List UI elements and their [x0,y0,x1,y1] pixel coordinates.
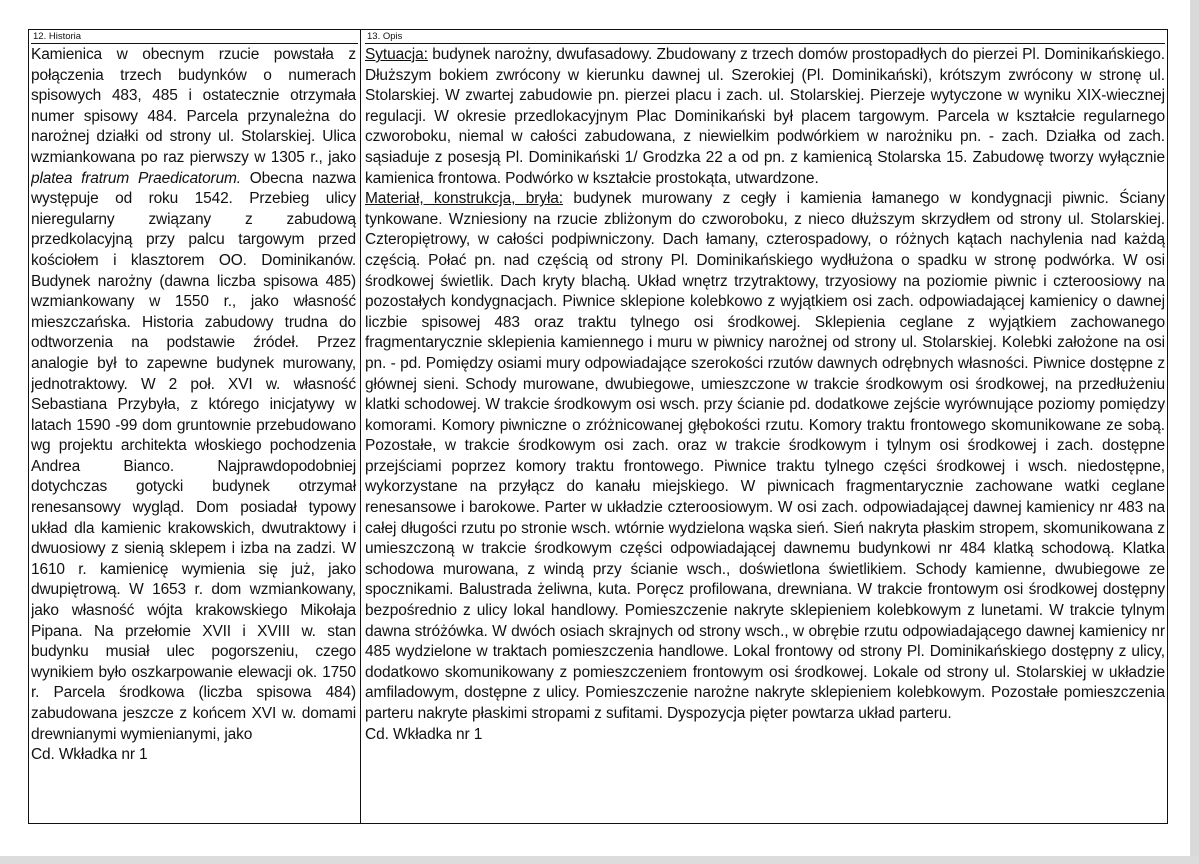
situation-paragraph [365,45,1165,189]
scan-edge-bottom [0,856,1199,864]
situation-text: budynek narożny, dwufasadowy. Zbudowany z trzech domów prostopadłych do pierzei Pl. Dominikańskiego. Dłuższym bokiem zwrócony w kierunku dawnej ul. Szerokiej (Pl. Dominikański), krótszym zwrócony w stronę ul. Stolarskiej. W zwartej zabudowie pn. pierzei placu i zach. ul. Stolarskiej. Pierzeje wytyczone w wyniku XIX-wiecznej regulacji. W okresie przedlokacyjnym Plac Dominikański był placem targowym. Parcela w kształcie regularnego czworoboku, niemal w całości zabudowana, z niewielkim podwórkiem w narożniku pn. - zach. Działka od zach. sąsiaduje z posesją Pl. Dominikański 1/ Grodzka 22 a od pn. z kamienicą Stolarska 15. Zabudowę tworzy wyłącznie kamienica frontowa. Podwórko w kształcie prostokąta, utwardzone. [365,46,1165,187]
history-continuation-note: Cd. Wkładka nr 1 [31,746,148,764]
description-continuation-note: Cd. Wkładka nr 1 [365,725,483,743]
material-text: budynek murowany z cegły i kamienia łamanego w kondygnacji piwnic. Ściany tynkowane. Wzniesiony na rzucie zbliżonym do czworoboku, z nieco dłuższym skrzydłem od strony ul. Stolarskiej. Czteropiętrowy, w całości podpiwniczony. Dach łamany, czterospadowy, o różnych kątach nachylenia nad każdą częścią. Połać pn. nad częścią od strony Pl. Dominikańskiego wydłużona o spadku w stronę podwórka. W osi środkowej świetlik. Dach kryty blachą. Układ wnętrz trzytraktowy, trzyosiowy na poziomie piwnic i czteroosiowy na pozostałych kondygnacjach. Piwnice sklepione kolebkowo z wyjątkiem osi zach. odpowiadającej kamienicy o dawnej liczbie spisowej 483 oraz traktu tylnego osi środkowej. Sklepienia ceglane z wyjątkiem zachowanego fragmentarycznie sklepienia kamiennego i muru w piwnicy narożnej od strony ul. Stolarskiej. Kolebki założone na osi pn. - pd. Pomiędzy osiami mury odpowiadające szerokości rzutów dawnych odrębnych własności. Piwnice dostępne z głównej sieni. Schody murowane, dwubiegowe, umieszczone w trakcie środkowym osi środkowej, na przedłużeniu klatki schodowej. W trakcie środkowym osi wsch. przy ścianie pd. dodatkowe zejście wyrównujące poziomy pomiędzy komorami. Komory piwniczne o zróżnicowanej głębokości rzutu. Komory traktu frontowego skomunikowane ze sobą. Pozostałe, w trakcie środkowym osi zach. oraz w trakcie środkowym i tylnym osi środkowej i zach. dostępne przejściami poprzez komory traktu frontowego. Piwnice traktu tylnego części środkowej i wsch. niedostępne, wykorzystane na przyłącz do kanału miejskiego. W piwnicach fragmentarycznie zachowane watki ceglane renesansowe i barokowe. Parter w układzie czteroosiowym. W osi zach. odpowiadającej dawnej kamienicy nr 483 na całej długości rzutu po stronie wsch. wtórnie wydzielona wąska sień. Sień nakryta płaskim stropem, skomunikowana z umieszczoną w trakcie środkowym części odpowiadającej dawnemu budynkowi nr 484 klatką schodową. Klatka schodowa murowana, z windą przy ścianie wsch., doświetlona świetlikiem. Schody kamienne, dwubiegowe ze spocznikami. Balustrada żeliwna, kuta. Poręcz profilowana, drewniana. W trakcie frontowym osi środkowej dostępny bezpośrednio z ulicy lokal handlowy. Pomieszczenie nakryte sklepieniem kolebkowym z lunetami. W trakcie tylnym dawna stróżówka. W dwóch osiach skrajnych od strony wsch., w obrębie rzutu odpowiadającego dawnej kamienicy nr 485 wydzielone w traktach pomieszczenia handlowe. Lokal frontowy od strony Pl. Dominikańskiego dostępny z ulicy, dodatkowo skomunikowany z pomieszczeniem frontowym osi środkowej. Lokale od strony ul. Stolarskiej w układzie amfiladowym, dostępne z ulicy. Pomieszczenie narożne nakryte sklepieniem kolebkowym. Pozostałe pomieszczenia parteru nakryte płaskimi stropami z sufitami. Dyspozycja pięter powtarza układ parteru. [365,190,1165,722]
history-text-part-a: Kamienica w obecnym rzucie powstała z połączenia trzech budynków o numerach spisowych 483, 485 i ostatecznie otrzymała numer spisowy 484. Parcela przynależna do narożnej działki od strony ul. Stolarskiej. Ulica wzmiankowana po raz pierwszy w 1305 r., jako [31,46,356,166]
column-divider [360,30,361,823]
material-paragraph [365,189,1165,724]
history-text-part-b: Obecna nazwa występuje od roku 1542. Przebieg ulicy nieregularny związany z zabudową przedkolacyjną przy palcu targowym przed kościołem i klasztorem OO. Dominikanów. Budynek narożny (dawna liczba spisowa 485) wzmiankowany w 1550 r., jako własność mieszczańska. Historia zabudowy trudna do odtworzenia na podstawie źródeł. Przez analogie był to zapewne budynek murowany, jednotraktowy. W 2 poł. XVI w. własność Sebastiana Przybyła, z którego inicjatywy w latach 1590 -99 dom gruntownie przebudowano wg projektu architekta włoskiego pochodzenia Andrea Bianco. Najprawdopodobniej dotychczas gotycki budynek otrzymał renesansowy wygląd. Dom posiadał typowy układ dla kamienic krakowskich, dwutraktowy i dwuosiowy z sienią sklepem i izba na zadzi. W 1610 r. kamienicę wymienia się już, jako dwupiętrową. W 1653 r. dom wzmiankowany, jako własność wójta krakowskiego Mikołaja Pipana. Na przełomie XVII i XVIII w. stan budynku musiał ulec pogorszeniu, czego wynikiem było oszkarpowanie elewacji ok. 1750 r. Parcela środkowa (liczba spisowa 484) zabudowana jeszcze z końcem XVI w. domami drewnianymi wymienianymi, jako [31,169,356,743]
scan-edge-right [1190,0,1199,864]
history-text-italic: platea fratrum Praedicatorum. [31,169,241,187]
form-frame [28,29,1168,824]
description-column [365,30,1165,823]
material-label: Materiał, konstrukcja, bryła: [365,190,564,208]
history-column [31,30,358,823]
history-header: 12. Historia [31,30,358,44]
history-text [31,44,358,766]
situation-label: Sytuacja: [365,46,428,63]
description-header: 13. Opis [365,30,1165,44]
description-text [365,44,1165,745]
